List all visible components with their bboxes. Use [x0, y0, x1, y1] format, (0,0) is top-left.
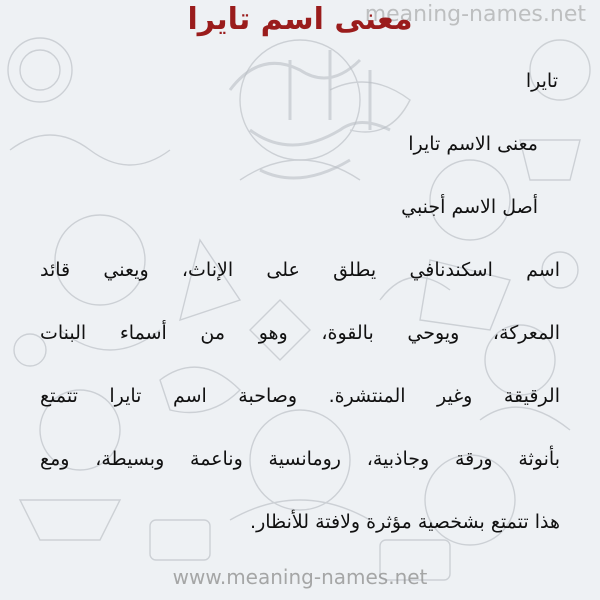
description-line-2: المعركة، ويوحي بالقوة، وهو من أسماء البنات: [40, 322, 560, 344]
meaning-line: معنى الاسم تايرا: [408, 133, 538, 155]
description-line-4: بأنوثة ورقة وجاذبية، رومانسية وناعمة وبسيطة، ومع: [40, 448, 560, 470]
description-line-3: الرقيقة وغير المنتشرة. وصاحبة اسم تايرا تتمتع: [40, 385, 560, 407]
origin-line: أصل الاسم أجنبي: [401, 196, 538, 218]
page-title: معنى اسم تايرا: [187, 2, 413, 37]
description-line-1: اسم اسكندنافي يطلق على الإناث، ويعني قائد: [40, 259, 560, 281]
watermark-top: meaning-names.net: [364, 2, 586, 27]
description-line-5: هذا تتمتع بشخصية مؤثرة ولافتة للأنظار.: [250, 511, 560, 533]
watermark-bottom: www.meaning-names.net: [172, 565, 428, 589]
name-line: تايرا: [525, 70, 558, 92]
